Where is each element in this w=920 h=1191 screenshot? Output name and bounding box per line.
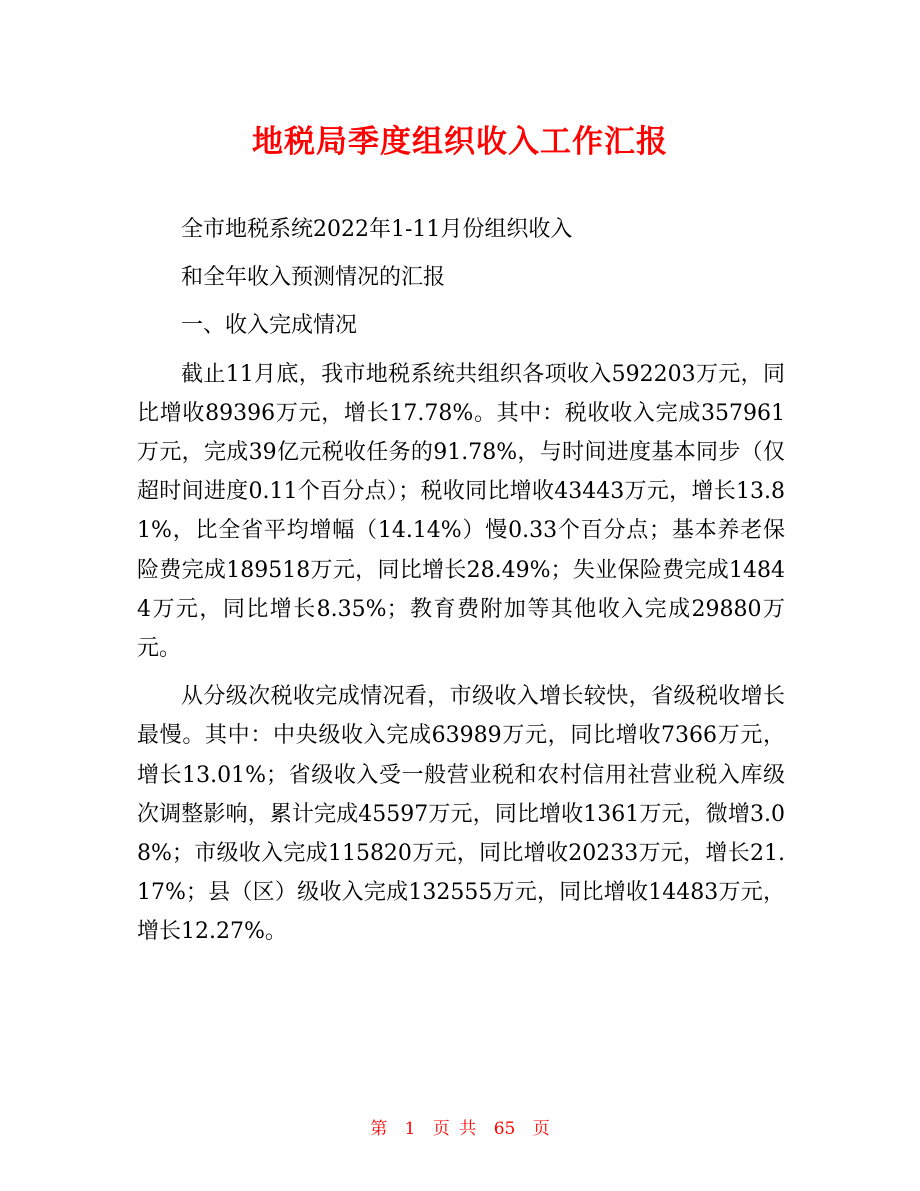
- footer-prefix: 第: [370, 1119, 388, 1139]
- paragraph-2: 从分级次税收完成情况看，市级收入增长较快，省级税收增长最慢。其中：中央级收入完成63989万元，同比增收7366万元，增长13.01%；省级收入受一般营业税和农村信用社营业税入库级次调整影响，累计完成45597万元，同比增收1361万元，微增3.08%；市级收入完成115820万元，同比增收20233万元，增长21.17%；县（区）级收入完成132555万元，同比增收14483万元，增长12.27%。: [137, 684, 785, 945]
- document-body: [137, 210, 785, 961]
- footer-current-page: 1: [404, 1119, 416, 1139]
- footer-total-pages: 65: [493, 1119, 516, 1139]
- footer-mid: 页 共: [432, 1119, 477, 1139]
- footer-suffix: 页: [532, 1119, 550, 1139]
- paragraph-1: 截止11月底，我市地税系统共组织各项收入592203万元，同比增收89396万元，增长17.78%。其中：税收收入完成357961万元，完成39亿元税收任务的91.78%，与时间进度基本同步（仅超时间进度0.11个百分点）；税收同比增收43443万元，增长13.81%，比全省平均增幅（14.14%）慢0.33个百分点；基本养老保险费完成189518万元，同比增长28.49%；失业保险费完成14844万元，同比增长8.35%；教育费附加等其他收入完成29880万元。: [137, 361, 785, 662]
- document-title: 地税局季度组织收入工作汇报: [252, 124, 668, 160]
- section-heading: 一、收入完成情况: [181, 313, 358, 339]
- intro-line-2: 和全年收入预测情况的汇报: [181, 265, 446, 291]
- intro-line-1: 全市地税系统2022年1-11月份组织收入: [181, 217, 573, 242]
- page-footer: [0, 1114, 920, 1139]
